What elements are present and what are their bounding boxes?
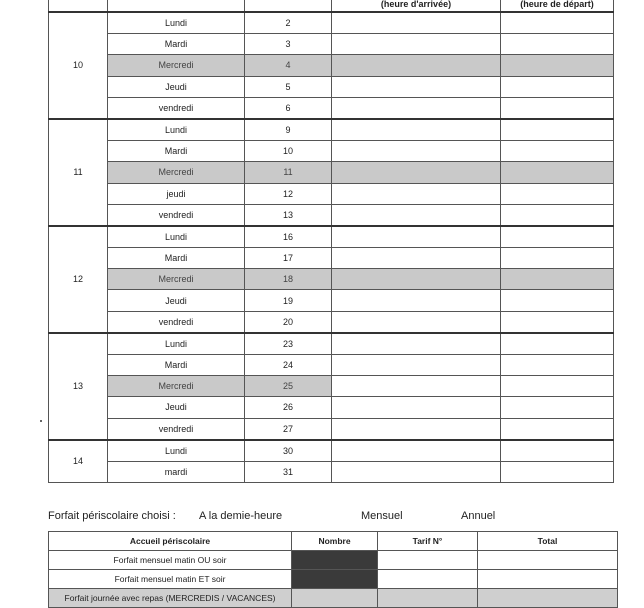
day-row (49, 311, 614, 333)
departure-time-field[interactable] (501, 355, 614, 376)
week-number: 12 (49, 226, 108, 333)
day-date: 17 (245, 248, 332, 269)
day-row (49, 397, 614, 418)
departure-time-field[interactable] (501, 183, 614, 204)
arrival-time-field[interactable] (332, 162, 501, 183)
forfait-row-label: Forfait mensuel matin OU soir (49, 551, 292, 570)
forfait-header-cell: Accueil périscolaire (49, 532, 292, 551)
forfait-table (48, 531, 618, 608)
departure-time-field[interactable] (501, 97, 614, 119)
departure-time-field[interactable] (501, 333, 614, 355)
day-name: jeudi (108, 183, 245, 204)
day-row (49, 55, 614, 76)
departure-time-field[interactable] (501, 204, 614, 226)
departure-time-field[interactable] (501, 311, 614, 333)
week-number: 10 (49, 12, 108, 119)
arrival-time-field[interactable] (332, 34, 501, 55)
forfait-row-label: Forfait mensuel matin ET soir (49, 570, 292, 589)
day-name: vendredi (108, 97, 245, 119)
day-date: 19 (245, 290, 332, 311)
day-row (49, 418, 614, 440)
day-date: 5 (245, 76, 332, 97)
forfait-header-cell: Tarif N° (378, 532, 478, 551)
forfait-header-row (49, 532, 618, 551)
tarif-field[interactable] (378, 551, 478, 570)
day-name: Lundi (108, 119, 245, 141)
arrival-time-field[interactable] (332, 55, 501, 76)
day-date: 10 (245, 141, 332, 162)
departure-time-field[interactable] (501, 376, 614, 397)
day-date: 26 (245, 397, 332, 418)
departure-time-field[interactable] (501, 76, 614, 97)
arrival-time-field[interactable] (332, 183, 501, 204)
arrival-time-field[interactable] (332, 376, 501, 397)
day-date: 16 (245, 226, 332, 248)
arrival-time-field[interactable] (332, 355, 501, 376)
day-row (49, 141, 614, 162)
day-date: 24 (245, 355, 332, 376)
departure-time-field[interactable] (501, 269, 614, 290)
day-date: 25 (245, 376, 332, 397)
day-name: Jeudi (108, 397, 245, 418)
day-row (49, 183, 614, 204)
day-name: Lundi (108, 226, 245, 248)
day-row (49, 34, 614, 55)
day-row (49, 440, 614, 462)
total-field[interactable] (478, 589, 618, 608)
arrival-time-field[interactable] (332, 311, 501, 333)
departure-time-field[interactable] (501, 248, 614, 269)
arrival-time-field[interactable] (332, 397, 501, 418)
day-row (49, 355, 614, 376)
arrival-time-field[interactable] (332, 440, 501, 462)
day-row (49, 269, 614, 290)
arrival-time-field[interactable] (332, 204, 501, 226)
day-name: Mercredi (108, 55, 245, 76)
day-row (49, 204, 614, 226)
arrival-time-field[interactable] (332, 12, 501, 34)
day-name: Jeudi (108, 290, 245, 311)
day-name: Lundi (108, 333, 245, 355)
forfait-choice-label: Forfait périscolaire choisi : (48, 510, 176, 522)
day-name: mardi (108, 461, 245, 482)
departure-time-field[interactable] (501, 55, 614, 76)
header-day-cell (108, 0, 245, 12)
arrival-time-field[interactable] (332, 226, 501, 248)
forfait-row (49, 551, 618, 570)
day-date: 3 (245, 34, 332, 55)
day-row (49, 162, 614, 183)
header-departure: (heure de départ) (501, 0, 614, 12)
departure-time-field[interactable] (501, 12, 614, 34)
day-row (49, 76, 614, 97)
option-annual[interactable]: Annuel (461, 510, 496, 522)
arrival-time-field[interactable] (332, 290, 501, 311)
departure-time-field[interactable] (501, 440, 614, 462)
tarif-field[interactable] (378, 570, 478, 589)
day-row (49, 119, 614, 141)
day-date: 23 (245, 333, 332, 355)
day-date: 4 (245, 55, 332, 76)
arrival-time-field[interactable] (332, 119, 501, 141)
arrival-time-field[interactable] (332, 248, 501, 269)
day-row (49, 333, 614, 355)
day-name: vendredi (108, 204, 245, 226)
option-monthly[interactable]: Mensuel (361, 510, 403, 522)
forfait-row (49, 570, 618, 589)
nombre-field[interactable] (292, 551, 378, 570)
day-date: 6 (245, 97, 332, 119)
day-name: Mardi (108, 141, 245, 162)
day-date: 31 (245, 461, 332, 482)
forfait-header-cell: Nombre (292, 532, 378, 551)
departure-time-field[interactable] (501, 226, 614, 248)
tarif-field[interactable] (378, 589, 478, 608)
header-date-cell (245, 0, 332, 12)
day-name: Mercredi (108, 376, 245, 397)
day-name: Mercredi (108, 269, 245, 290)
nombre-field[interactable] (292, 570, 378, 589)
departure-time-field[interactable] (501, 461, 614, 482)
day-name: Mardi (108, 355, 245, 376)
forfait-row-label: Forfait journée avec repas (MERCREDIS / VACANCES) (49, 589, 292, 608)
departure-time-field[interactable] (501, 397, 614, 418)
attendance-table (48, 0, 614, 483)
day-name: Mardi (108, 34, 245, 55)
departure-time-field[interactable] (501, 34, 614, 55)
arrival-time-field[interactable] (332, 269, 501, 290)
day-date: 30 (245, 440, 332, 462)
day-row (49, 290, 614, 311)
departure-time-field[interactable] (501, 162, 614, 183)
day-date: 20 (245, 311, 332, 333)
week-number: 14 (49, 440, 108, 483)
departure-time-field[interactable] (501, 418, 614, 440)
departure-time-field[interactable] (501, 290, 614, 311)
arrival-time-field[interactable] (332, 461, 501, 482)
day-date: 12 (245, 183, 332, 204)
day-row (49, 226, 614, 248)
day-date: 2 (245, 12, 332, 34)
day-row (49, 12, 614, 34)
header-week-cell (49, 0, 108, 12)
day-name: Lundi (108, 12, 245, 34)
day-name: Mardi (108, 248, 245, 269)
forfait-header-cell: Total (478, 532, 618, 551)
forfait-row (49, 589, 618, 608)
day-name: vendredi (108, 311, 245, 333)
arrival-time-field[interactable] (332, 141, 501, 162)
day-name: Jeudi (108, 76, 245, 97)
week-number: 11 (49, 119, 108, 226)
day-date: 13 (245, 204, 332, 226)
arrival-time-field[interactable] (332, 418, 501, 440)
day-date: 18 (245, 269, 332, 290)
departure-time-field[interactable] (501, 119, 614, 141)
nombre-field[interactable] (292, 589, 378, 608)
day-row (49, 376, 614, 397)
day-name: Lundi (108, 440, 245, 462)
day-date: 9 (245, 119, 332, 141)
day-row (49, 248, 614, 269)
day-row (49, 97, 614, 119)
day-name: vendredi (108, 418, 245, 440)
header-arrival: (heure d'arrivée) (332, 0, 501, 12)
arrival-time-field[interactable] (332, 333, 501, 355)
total-field[interactable] (478, 551, 618, 570)
total-field[interactable] (478, 570, 618, 589)
departure-time-field[interactable] (501, 141, 614, 162)
day-date: 11 (245, 162, 332, 183)
scan-speck (40, 420, 42, 422)
day-name: Mercredi (108, 162, 245, 183)
arrival-time-field[interactable] (332, 97, 501, 119)
day-row (49, 461, 614, 482)
option-half-hour[interactable]: A la demie-heure (199, 510, 283, 522)
attendance-header-row (49, 0, 614, 12)
day-date: 27 (245, 418, 332, 440)
arrival-time-field[interactable] (332, 76, 501, 97)
week-number: 13 (49, 333, 108, 440)
